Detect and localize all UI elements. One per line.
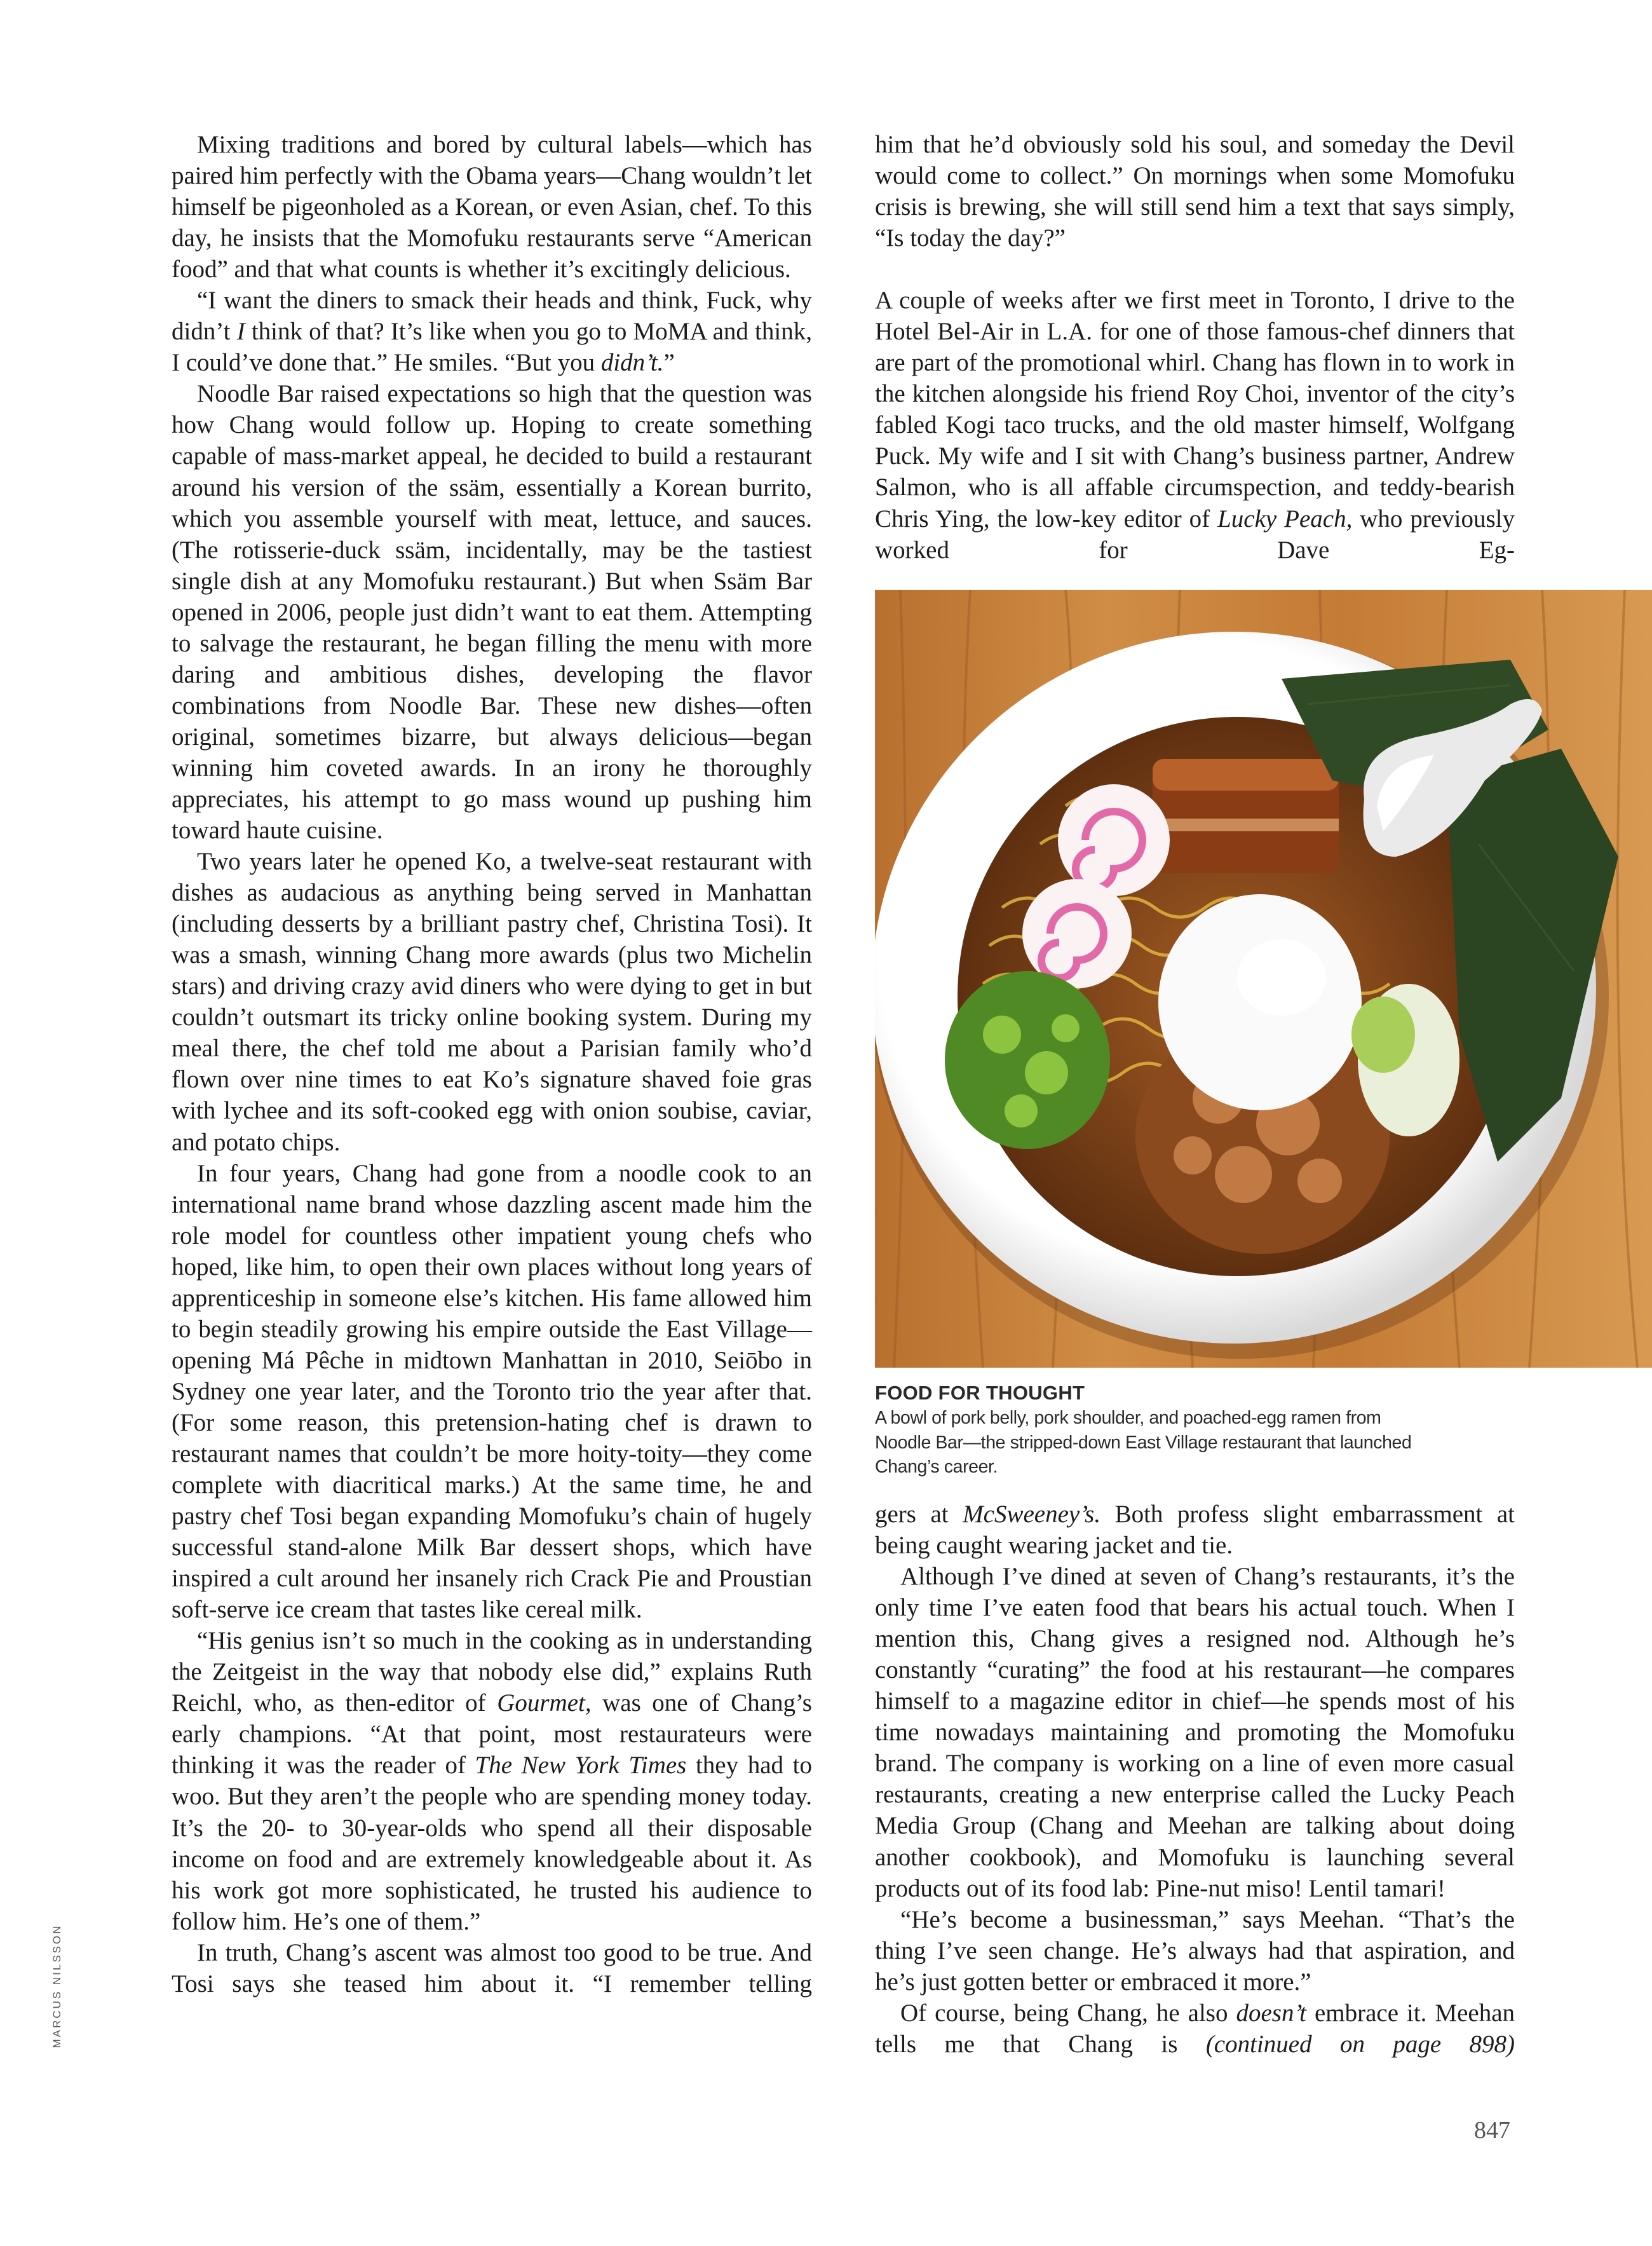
italic-text: The New York Times: [475, 1752, 687, 1780]
paragraph-text: Although I’ve dined at seven of Chang’s restaurants, it’s the only time I’ve eaten food that bears his actual touch. When I mention this, Chang gives a resigned nod. Although he’s constantly “curating” the food at his restaurant—he compares himself to a magazine editor in chief—he spends most of his time nowadays maintaining and promoting the Momofuku brand. The company is working on a line of even more casual restaurants, creating a new enterprise called the Lucky Peach Media Group (Chang and Meehan are talking about doing another cookbook), and Momofuku is launching several products out of its food lab: Pine-nut miso! Lentil tamari!: [875, 1563, 1515, 1902]
article-paragraph: [875, 1904, 1515, 1998]
paragraph-text: they had to woo. But they aren’t the people who are spending money today. It’s the 20- to 30-year-olds who spend all their disposable income on food and are extremely knowledgeable about it. As his work got more sophisticated, he trusted his audience to follow him. He’s one of them.”: [172, 1752, 812, 1935]
paragraph-text: who previously worked for Dave Eg-: [875, 505, 1515, 564]
article-paragraph: [172, 285, 812, 378]
paragraph-text: “I want the diners to smack their heads and think, Fuck, why didn’t: [172, 287, 812, 346]
article-right-column-top: [875, 129, 1515, 566]
caption-title: FOOD FOR THOUGHT: [875, 1382, 1085, 1404]
paragraph-text: “He’s become a businessman,” says Meehan. “That’s the thing I’ve seen change. He’s always had that aspiration, and he’s just gotten better or embraced it more.”: [875, 1905, 1515, 1996]
article-paragraph: [172, 846, 812, 1157]
article-paragraph: [875, 285, 1515, 565]
paragraph-text: Mixing traditions and bored by cultural labels—which has paired him perfectly with the Obama years—Chang wouldn’t let himself be pigeonholed as a Korean, or even Asian, chef. To this day, he insists that the Momofuku restaurants serve “American food” and that what counts is whether it’s excitingly delicious.: [172, 131, 812, 283]
paragraph-text: him that he’d obviously sold his soul, and someday the Devil would come to collect.” On mornings when some Momofuku crisis is brewing, she will still send him a text that says simply, “Is today the day?”: [875, 131, 1515, 252]
italic-text: Lucky Peach,: [1217, 505, 1353, 533]
paragraph-text: was one of Chang’s early champions. “At that point, most restaurateurs were thinking it was the reader of: [172, 1689, 812, 1780]
paragraph-text: Noodle Bar raised expectations so high that the question was how Chang would follow up. Hoping to create something capable of mass-market appeal, he decided to build a restaurant around his version of the ssäm, essentially a Korean burrito, which you assemble yourself with meat, lettuce, and sauces. (The rotisserie-duck ssäm, incidentally, may be the tastiest single dish at any Momofuku restaurant.) But when Ssäm Bar opened in 2006, people just didn’t want to eat them. Attempting to salvage the restaurant, he began filling the menu with more daring and ambitious dishes, developing the flavor combinations from Noodle Bar. These new dishes—often original, sometimes bizarre, but always delicious—began winning him coveted awards. In an irony he thoroughly appreciates, his attempt to go mass wound up pushing him toward haute cuisine.: [172, 380, 812, 845]
paragraph-text: In truth, Chang’s ascent was almost too good to be true. And Tosi says she teased him about it. “I remember telling: [172, 1938, 812, 1998]
paragraph-text: gers at: [875, 1501, 963, 1528]
article-paragraph: [172, 1625, 812, 1936]
article-paragraph: [875, 129, 1515, 254]
italic-text: doesn’t: [1236, 1999, 1306, 2027]
article-paragraph: [172, 1937, 812, 1999]
paragraph-text: ”: [663, 349, 675, 377]
paragraph-text: Of course, being Chang, he also: [900, 1999, 1236, 2027]
paragraph-text: “His genius isn’t so much in the cooking as in understanding the Zeitgeist in the way that nobody else did,” explains Ruth Reichl, who, as then-editor of: [172, 1627, 812, 1717]
article-paragraph: [172, 378, 812, 846]
paragraph-text: A couple of weeks after we first meet in Toronto, I drive to the Hotel Bel-Air in L.A. for one of those famous-chef dinners that are part of the promotional whirl. Chang has flown in to work in the kitchen alongside his friend Roy Choi, inventor of the city’s fabled Kogi taco trucks, and the old master himself, Wolfgang Puck. My wife and I sit with Chang’s business partner, Andrew Salmon, who is all affable circumspection, and teddy-bearish Chris Ying, the low-key editor of: [875, 287, 1515, 533]
paragraph-text: Both profess slight embarrassment at being caught wearing jacket and tie.: [875, 1501, 1515, 1560]
italic-text: I: [236, 318, 245, 346]
paragraph-text: think of that? It’s like when you go to MoMA and think, I could’ve done that.” He smiles. “But you: [172, 318, 812, 377]
article-paragraph: [875, 1998, 1515, 2060]
paragraph-text: Two years later he opened Ko, a twelve-seat restaurant with dishes as audacious as anything being served in Manhattan (including desserts by a brilliant pastry chef, Christina Tosi). It was a smash, winning Chang more awards (plus two Michelin stars) and driving crazy avid diners who were dying to get in but couldn’t outsmart its tricky online booking system. During my meal there, the chef told me about a Parisian family who’d flown over nine times to eat Ko’s signature shaved foie gras with lychee and its soft-cooked egg with onion soubise, caviar, and potato chips.: [172, 848, 812, 1156]
italic-text: (continued on page 898): [1205, 2030, 1515, 2058]
italic-text: didn’t.: [600, 349, 664, 377]
article-left-column: [172, 129, 812, 1999]
page-number: 847: [1474, 2117, 1510, 2144]
article-paragraph: [875, 1561, 1515, 1904]
italic-text: McSweeney’s.: [963, 1501, 1101, 1528]
ramen-bowl-photo: [875, 590, 1652, 1368]
photo-caption: [875, 1380, 1434, 1480]
paragraph-text: embrace it. Meehan tells me that Chang is: [875, 1999, 1515, 2058]
caption-text: A bowl of pork belly, pork shoulder, and poached-egg ramen from Noodle Bar—the stripped-down East Village restaurant that launched Chang’s career.: [875, 1408, 1412, 1477]
article-right-column-bottom: [875, 1499, 1515, 2060]
article-paragraph: [172, 129, 812, 285]
paragraph-text: In four years, Chang had gone from a noodle cook to an international name brand whose dazzling ascent made him the role model for countless other impatient young chefs who hoped, like him, to open their own places without long years of apprenticeship in someone else’s kitchen. His fame allowed him to begin steadily growing his empire outside the East Village—opening Má Pêche in midtown Manhattan in 2010, Seiōbo in Sydney one year later, and the Toronto trio the year after that. (For some reason, this pretension-hating chef is drawn to restaurant names that couldn’t be more hoity-toity—they come complete with diacritical marks.) At the same time, he and pastry chef Tosi began expanding Momofuku’s chain of hugely successful stand-alone Milk Bar dessert shops, which have inspired a cult around her insanely rich Crack Pie and Proustian soft-serve ice cream that tastes like cereal milk.: [172, 1159, 812, 1624]
article-paragraph: [875, 1499, 1515, 1561]
photo-credit: MARCUS NILSSON: [51, 1924, 63, 2048]
italic-text: Gourmet,: [497, 1689, 592, 1717]
article-paragraph: [172, 1158, 812, 1626]
